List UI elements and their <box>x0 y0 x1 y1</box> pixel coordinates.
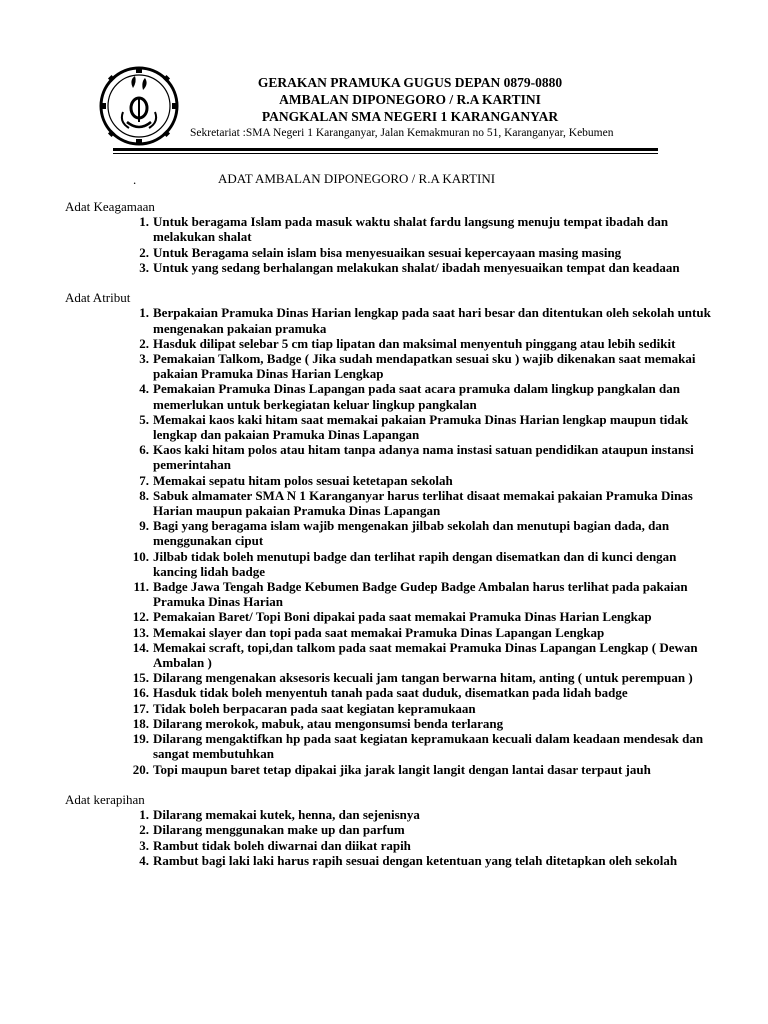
rule-item <box>65 625 715 640</box>
section-adat-keagamaan <box>65 199 715 275</box>
rule-number: 1. <box>139 305 149 321</box>
rule-item <box>65 762 715 777</box>
rule-text: Pemakaian Baret/ Topi Boni dipakai pada saat memakai Pramuka Dinas Harian Lengkap <box>153 609 652 625</box>
rule-item <box>65 670 715 685</box>
rule-number: 5. <box>139 411 149 427</box>
rule-text: Kaos kaki hitam polos atau hitam tanpa adanya nama instasi satuan pendidikan ataupun instansi pemerintahan <box>153 442 694 473</box>
rule-number: 2. <box>139 335 149 351</box>
section-adat-kerapihan <box>65 792 715 868</box>
rule-item <box>65 822 715 837</box>
rule-text: Untuk yang sedang berhalangan melakukan shalat/ ibadah menyesuaikan tempat dan keadaan <box>153 259 680 275</box>
rule-item <box>65 853 715 868</box>
letterhead-divider-thick <box>113 148 658 151</box>
rule-number: 7. <box>139 472 149 488</box>
rule-number: 13. <box>132 624 149 640</box>
rule-number: 3. <box>139 837 149 853</box>
section-heading: Adat kerapihan <box>65 791 145 807</box>
rule-item <box>65 549 715 579</box>
rule-number: 3. <box>139 259 149 275</box>
rule-item <box>65 609 715 624</box>
rule-item <box>65 579 715 609</box>
rule-text: Memakai kaos kaki hitam saat memakai pakaian Pramuka Dinas Harian lengkap maupun tidak lengkap dan pakaian Pramuka Dinas Lapangan <box>153 411 689 443</box>
section-heading: Adat Atribut <box>65 290 131 306</box>
rule-item <box>65 245 715 260</box>
rule-item <box>65 838 715 853</box>
rule-item <box>65 260 715 275</box>
letterhead-divider-thin <box>113 153 658 154</box>
rule-item <box>65 305 715 335</box>
rule-text: Berpakaian Pramuka Dinas Harian lengkap pada saat hari besar dan ditentukan oleh sekolah untuk mengenakan pakaian pramuka <box>153 305 711 336</box>
rule-item <box>65 214 715 244</box>
rule-item <box>65 442 715 472</box>
rule-number: 10. <box>132 548 149 564</box>
rule-text: Hasduk tidak boleh menyentuh tanah pada saat duduk, disematkan pada lidah badge <box>153 685 628 701</box>
rule-text: Untuk beragama Islam pada masuk waktu shalat fardu langsung menuju tempat ibadah dan melakukan shalat <box>153 214 669 245</box>
rule-text: Dilarang merokok, mabuk, atau mengonsumsi benda terlarang <box>153 715 504 731</box>
ambalan-name: AMBALAN DIPONEGORO / R.A KARTINI <box>279 92 541 107</box>
rule-item <box>65 640 715 670</box>
rule-text: Memakai scraft, topi,dan talkom pada saat memakai Pramuka Dinas Lapangan Lengkap ( Dewan Ambalan ) <box>153 639 698 671</box>
section-adat-atribut <box>65 290 715 777</box>
secretariat-address: Sekretariat :SMA Negeri 1 Karanganyar, Jalan Kemakmuran no 51, Karanganyar, Kebumen <box>190 127 614 139</box>
rule-number: 11. <box>133 579 149 595</box>
rule-text: Pemakaian Pramuka Dinas Lapangan pada saat acara pramuka dalam lingkup pangkalan dan memerlukan untuk berkegiatan keluar lingkup pangkalan <box>153 381 680 412</box>
rule-number: 12. <box>132 609 149 625</box>
rule-item <box>65 518 715 548</box>
rule-number: 15. <box>132 670 149 686</box>
rule-item <box>65 807 715 822</box>
rule-number: 6. <box>139 442 149 458</box>
rule-text: Dilarang memakai kutek, henna, dan sejenisnya <box>153 807 420 823</box>
rule-text: Memakai slayer dan topi pada saat memakai Pramuka Dinas Lapangan Lengkap <box>153 624 605 640</box>
document-title: ADAT AMBALAN DIPONEGORO / R.A KARTINI <box>218 171 496 186</box>
rule-item <box>65 473 715 488</box>
rule-item <box>65 716 715 731</box>
rule-text: Topi maupun baret tetap dipakai jika jarak langit langit dengan lantai dasar terpaut jauh <box>153 761 651 777</box>
rule-number: 9. <box>139 518 149 534</box>
rule-text: Tidak boleh berpacaran pada saat kegiatan kepramukaan <box>153 700 476 716</box>
rule-number: 17. <box>132 700 149 716</box>
stray-period: . <box>133 172 137 187</box>
document-body <box>65 199 715 883</box>
letterhead <box>150 74 670 125</box>
rule-number: 19. <box>132 731 149 747</box>
rule-item <box>65 685 715 700</box>
rule-text: Pemakaian Talkom, Badge ( Jika sudah mendapatkan sesuai sku ) wajib dikenakan saat memakai pakaian Pramuka Dinas Harian Lengkap <box>153 351 696 382</box>
rule-text: Jilbab tidak boleh menutupi badge dan terlihat rapih dengan disematkan dan di kunci dengan kancing lidah badge <box>153 548 677 579</box>
rule-text: Badge Jawa Tengah Badge Kebumen Badge Gudep Badge Ambalan harus terlihat pada pakaian Pramuka Dinas Harian <box>153 579 688 610</box>
rule-text: Memakai sepatu hitam polos sesuai ketetapan sekolah <box>153 472 453 488</box>
rule-text: Bagi yang beragama islam wajib mengenakan jilbab sekolah dan menutupi bagian dada, dan menggunakan ciput <box>153 518 670 549</box>
rule-item <box>65 412 715 442</box>
rule-item <box>65 351 715 381</box>
rule-number: 2. <box>139 822 149 838</box>
school-name: PANGKALAN SMA NEGERI 1 KARANGANYAR <box>261 109 559 124</box>
rule-text: Hasduk dilipat selebar 5 cm tiap lipatan dan maksimal menyentuh pinggang atau lebih sedikit <box>153 335 676 351</box>
rule-number: 4. <box>139 381 149 397</box>
rule-number: 16. <box>132 685 149 701</box>
rule-number: 3. <box>139 351 149 367</box>
rule-number: 18. <box>132 715 149 731</box>
rule-item <box>65 701 715 716</box>
rule-list <box>65 305 715 776</box>
rule-item <box>65 488 715 518</box>
rule-item <box>65 731 715 761</box>
rule-text: Sabuk almamater SMA N 1 Karanganyar harus terlihat disaat memakai pakaian Pramuka Dinas Harian maupun pakaian Pramuka Dinas Lapangan <box>153 487 693 519</box>
rule-list <box>65 807 715 868</box>
rule-number: 2. <box>139 244 149 260</box>
rule-number: 4. <box>139 852 149 868</box>
rule-list <box>65 214 715 275</box>
rule-text: Dilarang menggunakan make up dan parfum <box>153 822 405 838</box>
rule-number: 20. <box>132 761 149 777</box>
rule-text: Rambut bagi laki laki harus rapih sesuai dengan ketentuan yang telah ditetapkan oleh sekolah <box>153 852 678 868</box>
rule-text: Untuk Beragama selain islam bisa menyesuaikan sesuai kepercayaan masing masing <box>153 244 622 260</box>
rule-text: Dilarang mengenakan aksesoris kecuali jam tangan berwarna hitam, anting ( untuk perempuan ) <box>153 670 693 686</box>
rule-text: Dilarang mengaktifkan hp pada saat kegiatan kepramukaan kecuali dalam keadaan mendesak dan sangat membutuhkan <box>153 731 704 762</box>
rule-text: Rambut tidak boleh diwarnai dan diikat rapih <box>153 837 411 853</box>
rule-item <box>65 381 715 411</box>
rule-number: 1. <box>139 214 149 230</box>
rule-number: 8. <box>139 487 149 503</box>
organization-name: GERAKAN PRAMUKA GUGUS DEPAN 0879-0880 <box>257 75 563 90</box>
section-heading: Adat Keagamaan <box>65 199 155 214</box>
rule-number: 14. <box>132 639 149 655</box>
rule-item <box>65 336 715 351</box>
rule-number: 1. <box>139 807 149 823</box>
